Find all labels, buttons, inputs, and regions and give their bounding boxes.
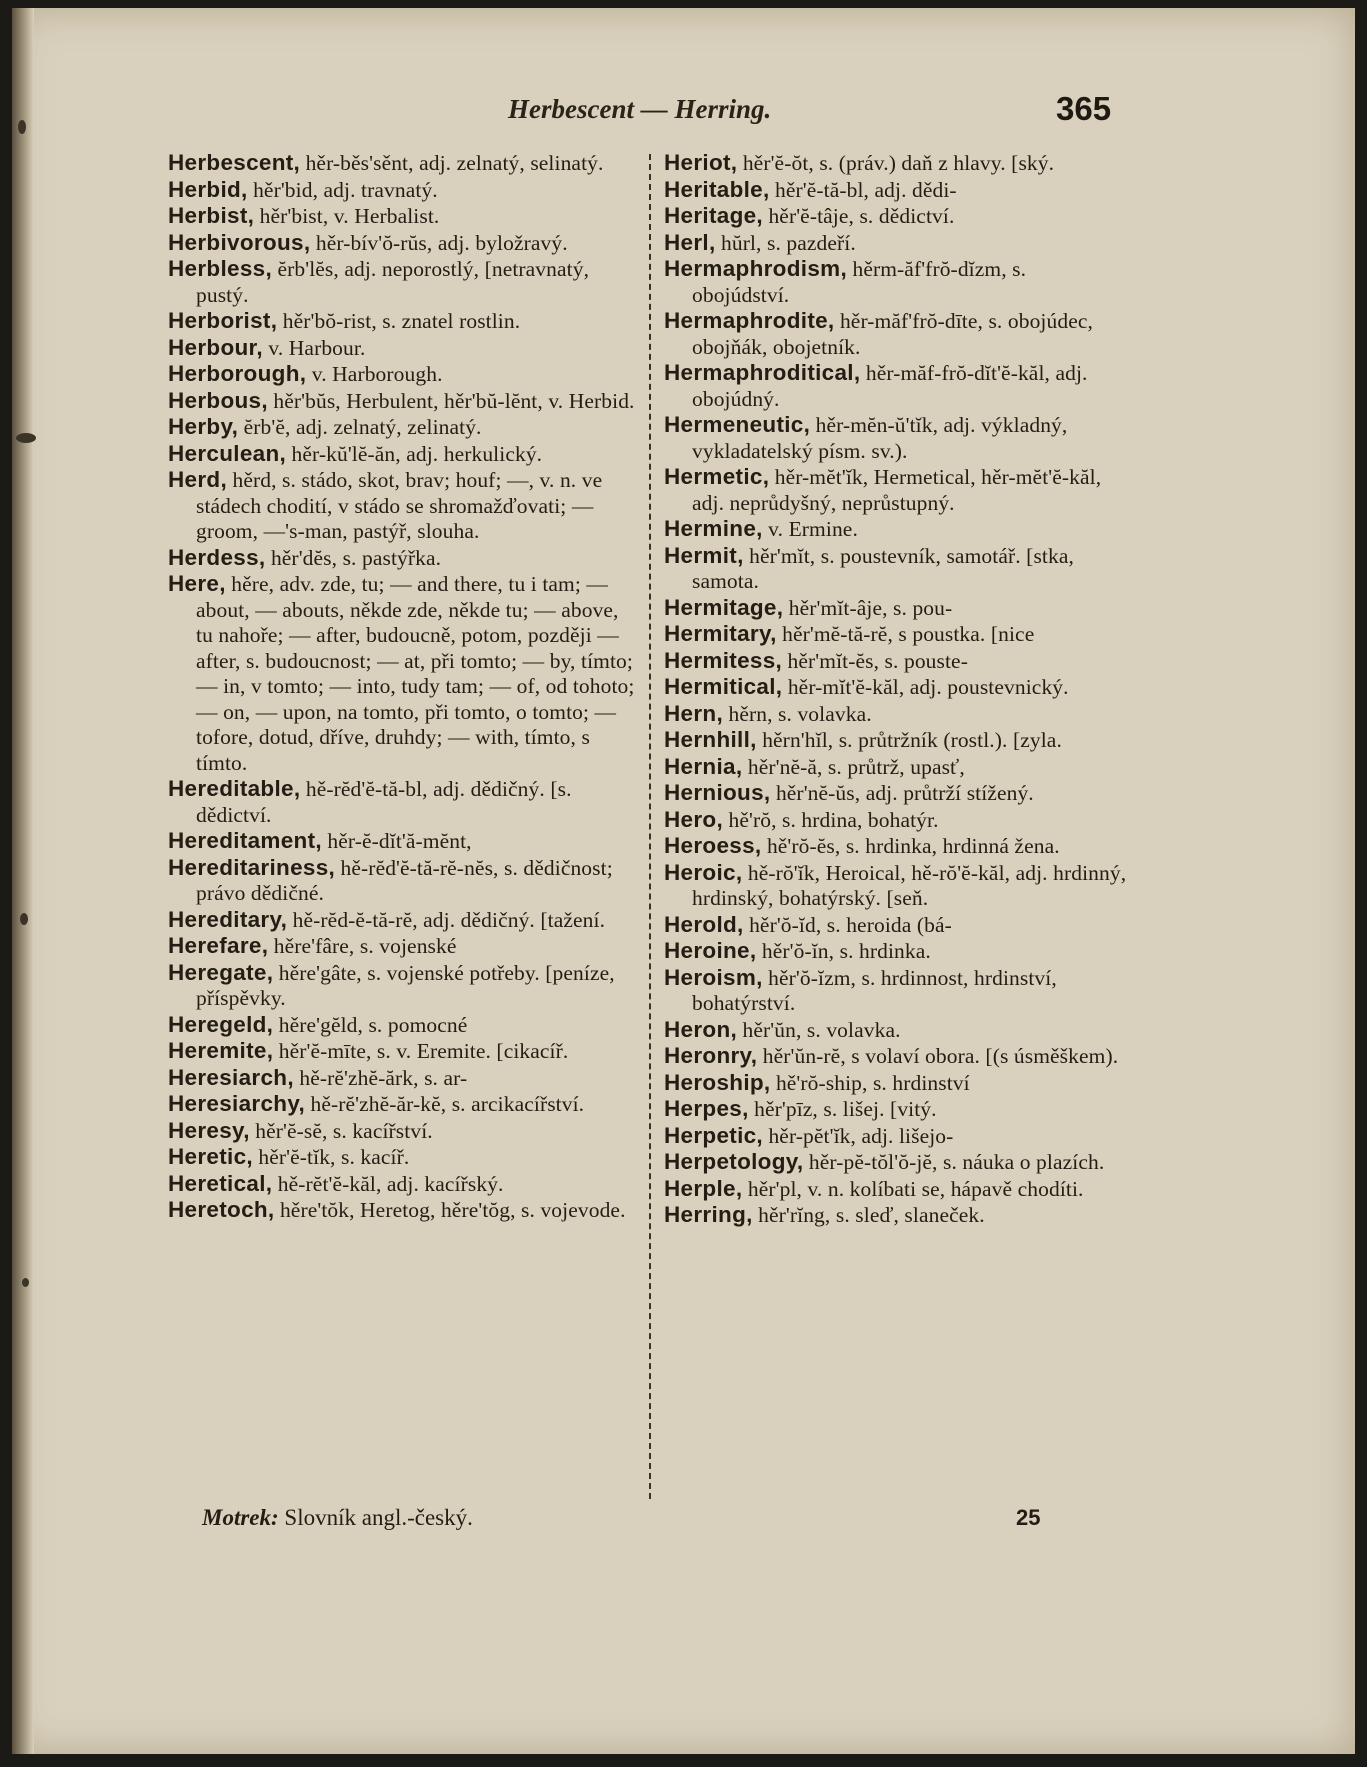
entry-definition: hěr'rĭng, s. sleď, slaneček. — [752, 1203, 985, 1227]
entry-headword: Hermaphrodite, — [664, 308, 835, 333]
dictionary-entry — [664, 1096, 1128, 1123]
entry-definition: hě'rŏ, s. hrdina, bohatýr. — [723, 807, 939, 832]
dictionary-entry — [664, 860, 1128, 912]
dictionary-entry — [168, 855, 638, 907]
dictionary-entry — [168, 414, 638, 441]
dictionary-entry — [664, 1176, 1128, 1203]
right-column — [664, 150, 1128, 1229]
dictionary-entry — [168, 1091, 638, 1118]
entry-headword: Heremite, — [168, 1038, 274, 1063]
entry-headword: Heriot, — [664, 150, 738, 175]
dictionary-entry — [168, 1038, 638, 1065]
entry-definition: hěr'nĕ-ă, s. průtrž, upasť, — [742, 754, 965, 779]
entry-definition: hěr-măf'frŏ-dīte, s. obojúdec, obojňák, obojetník. — [692, 309, 1093, 359]
entry-headword: Hermit, — [664, 542, 744, 568]
entry-headword: Heretic, — [168, 1144, 253, 1169]
margin-speck — [18, 120, 26, 134]
dictionary-entry — [664, 833, 1128, 860]
entry-headword: Herborough, — [168, 361, 307, 386]
entry-headword: Hermitess, — [664, 647, 783, 673]
entry-headword: Hermitical, — [664, 674, 783, 699]
entry-headword: Heresiarchy, — [168, 1091, 306, 1116]
dictionary-entry — [664, 621, 1128, 648]
dictionary-entry — [168, 1197, 638, 1224]
entry-definition: hěr-mĭt'ĕ-kăl, adj. poustevnický. — [782, 675, 1069, 699]
footer-sheet-number: 25 — [1016, 1505, 1041, 1530]
margin-speck — [20, 913, 28, 925]
entry-definition: hěr'pīz, s. lišej. [vitý. — [748, 1097, 937, 1121]
dictionary-entry — [168, 571, 638, 776]
entry-definition: hěr'bŏ-rist, s. znatel rostlin. — [277, 309, 521, 333]
entry-definition: hěr'mĭt, s. poustevník, samotář. [stka, samota. — [692, 543, 1074, 593]
dictionary-entry — [168, 230, 638, 257]
entry-headword: Heretical, — [168, 1170, 273, 1196]
dictionary-entry — [168, 1065, 638, 1092]
entry-definition: hěr-pĕ-tŏl'ŏ-jĕ, s. náuka o plazích. — [803, 1150, 1105, 1174]
entry-definition: hěr'ĕ-mīte, s. v. Eremite. [cikacíř. — [273, 1039, 569, 1063]
dictionary-entry — [664, 807, 1128, 834]
entry-headword: Hereditary, — [168, 906, 288, 932]
dictionary-entry — [168, 150, 638, 177]
entry-definition: hěr'bid, adj. travnatý. — [247, 177, 438, 202]
entry-definition: hěr'ŏ-ĭd, s. heroida (bá- — [743, 912, 952, 937]
dictionary-entry — [168, 203, 638, 230]
entry-definition: hěr'dĕs, s. pastýřka. — [265, 545, 442, 570]
entry-definition: hěr-mĕn-ŭ'tĭk, adj. výkladný, vykladatelský písm. sv.). — [692, 413, 1068, 463]
entry-definition: hě-rĕ'zhĕ-ărk, s. ar- — [293, 1065, 468, 1090]
dictionary-entry — [664, 727, 1128, 754]
dictionary-entry — [168, 907, 638, 934]
entry-headword: Herbour, — [168, 334, 263, 360]
entry-definition: hěrd, s. stádo, skot, brav; houf; —, v. n. ve stádech chodití, v stádo se shromažďovati; — groom, —'s-man, pastýř, slouha. — [196, 468, 603, 543]
entry-headword: Herborist, — [168, 308, 278, 333]
dictionary-entry — [664, 754, 1128, 781]
dictionary-entry — [664, 648, 1128, 675]
entry-headword: Herby, — [168, 414, 239, 439]
entry-headword: Herbist, — [168, 203, 255, 228]
book-spine-shadow — [12, 8, 34, 1754]
footer-author: Motrek: — [202, 1505, 279, 1530]
entry-definition: hě-rĕd'ĕ-tă-bl, adj. dědičný. [s. dědictví. — [196, 777, 572, 827]
entry-headword: Herpetology, — [664, 1149, 804, 1174]
entry-definition: hě-rĕ'zhĕ-ăr-kĕ, s. arcikacířství. — [305, 1092, 585, 1116]
dictionary-entry — [168, 1171, 638, 1198]
entry-definition: hěre, adv. zde, tu; — and there, tu i tam; — about, — abouts, někde zde, někde tu; — above, tu nahoře; — after, budoucně, potom, později — after, s. budoucnost; — at, při tomto; — by, tímto; — in, v tomto; — into, tudy tam; — of, od tohoto; — on, — upon, na tomto, při tomto, o tomto; — tofore, dotud, dříve, druhdy; — with, tímto, s tímto. — [196, 572, 635, 775]
entry-headword: Heregeld, — [168, 1011, 274, 1037]
entry-definition: hěr'mĭt-âje, s. pou- — [783, 595, 953, 620]
entry-headword: Hernia, — [664, 753, 743, 779]
entry-definition: hěr'mĭt-ĕs, s. pouste- — [782, 648, 968, 673]
entry-definition: hě-rĕd'ĕ-tă-rĕ-nĕs, s. dědičnost; právo dědičné. — [196, 855, 613, 905]
entry-headword: Herculean, — [168, 440, 287, 466]
dictionary-entry — [168, 828, 638, 855]
dictionary-entry — [664, 701, 1128, 728]
dictionary-entry — [168, 776, 638, 828]
entry-headword: Herefare, — [168, 933, 269, 958]
entry-headword: Herring, — [664, 1202, 753, 1227]
entry-definition: hěr'mĕ-tă-rĕ, s poustka. [nice — [776, 622, 1035, 646]
entry-headword: Herbescent, — [168, 150, 301, 175]
entry-definition: hěr'ŏ-ĭn, s. hrdinka. — [756, 939, 931, 963]
dictionary-entry — [168, 308, 638, 335]
entry-headword: Heroess, — [664, 833, 762, 858]
entry-headword: Herl, — [664, 229, 716, 255]
entry-definition: hěr'ĕ-tă-bl, adj. dědi- — [769, 177, 957, 202]
entry-headword: Hermaphroditical, — [664, 360, 861, 385]
entry-definition: hě-rŏ'ĭk, Heroical, hě-rŏ'ĕ-kăl, adj. hrdinný, hrdinský, bohatýrský. [seň. — [692, 860, 1127, 910]
entry-definition: ĕrb'lĕs, adj. neporostlý, [netravnatý, pustý. — [196, 257, 590, 307]
entry-headword: Hermitary, — [664, 621, 777, 646]
dictionary-entry — [664, 177, 1128, 204]
footer-title: Slovník angl.-český. — [284, 1505, 473, 1530]
entry-headword: Heron, — [664, 1016, 738, 1042]
dictionary-entry — [664, 912, 1128, 939]
dictionary-entry — [664, 464, 1128, 516]
entry-definition: hěr-běs'sěnt, adj. zelnatý, selinatý. — [300, 151, 604, 175]
dictionary-entry — [664, 360, 1128, 412]
entry-headword: Heresiarch, — [168, 1064, 294, 1090]
dictionary-page — [12, 8, 1355, 1754]
dictionary-entry — [168, 361, 638, 388]
entry-headword: Herbid, — [168, 176, 248, 202]
dictionary-entry — [168, 1012, 638, 1039]
entry-headword: Hermeneutic, — [664, 412, 811, 437]
entry-definition: hěr'nĕ-ŭs, adj. průtrží stížený. — [770, 781, 1034, 805]
dictionary-entry — [664, 308, 1128, 360]
entry-definition: hěre'tŏk, Heretog, hěre'tŏg, s. vojevode. — [274, 1198, 626, 1222]
entry-headword: Hermetic, — [664, 464, 770, 489]
dictionary-entry — [168, 388, 638, 415]
dictionary-entry — [664, 1043, 1128, 1070]
entry-definition: hě'rŏ-ĕs, s. hrdinka, hrdinná žena. — [761, 834, 1060, 858]
entry-headword: Heroine, — [664, 938, 757, 963]
dictionary-entry — [664, 256, 1128, 308]
dictionary-entry — [168, 335, 638, 362]
dictionary-entry — [664, 203, 1128, 230]
entry-headword: Heroism, — [664, 964, 763, 990]
entry-definition: hěr'ŭn-rĕ, s volaví obora. [(s úsměškem). — [757, 1044, 1119, 1068]
entry-headword: Herold, — [664, 911, 744, 937]
footer-signature — [202, 1505, 473, 1531]
dictionary-entry — [664, 1123, 1128, 1150]
dictionary-entry — [664, 1202, 1128, 1229]
dictionary-entry — [664, 230, 1128, 257]
page-number: 365 — [1056, 90, 1112, 127]
margin-speck — [22, 1278, 29, 1287]
dictionary-entry — [168, 933, 638, 960]
running-header: Herbescent — Herring. — [508, 94, 772, 124]
dictionary-entry — [664, 938, 1128, 965]
entry-definition: v. Ermine. — [762, 517, 858, 541]
entry-definition: hěrn, s. volavka. — [723, 701, 872, 726]
entry-headword: Hermaphrodism, — [664, 256, 847, 281]
entry-definition: ĕrb'ĕ, adj. zelnatý, zelinatý. — [238, 415, 482, 439]
dictionary-entry — [664, 543, 1128, 595]
entry-headword: Herbivorous, — [168, 229, 311, 255]
entry-definition: hěr-măf-frŏ-dĭt'ĕ-kăl, adj. obojúdný. — [692, 361, 1088, 411]
entry-headword: Herple, — [664, 1175, 743, 1201]
entry-headword: Herpetic, — [664, 1122, 763, 1148]
entry-definition: hě-rĕd-ĕ-tă-rĕ, adj. dědičný. [tažení. — [287, 907, 606, 932]
entry-definition: hěr'ĕ-sĕ, s. kacířství. — [249, 1118, 433, 1143]
entry-definition: hěr'ĕ-tĭk, s. kacíř. — [252, 1145, 410, 1169]
entry-definition: hěr-mĕt'ĭk, Hermetical, hěr-mĕt'ĕ-kăl, adj. neprůdyšný, neprůstupný. — [692, 465, 1102, 515]
dictionary-entry — [664, 780, 1128, 807]
entry-definition: hěre'fâre, s. vojenské — [268, 934, 457, 958]
entry-definition: v. Harbour. — [262, 335, 366, 360]
entry-definition: hěr'bist, v. Herbalist. — [254, 204, 440, 228]
entry-headword: Herpes, — [664, 1096, 749, 1121]
dictionary-entry — [664, 674, 1128, 701]
entry-headword: Heregate, — [168, 959, 274, 985]
entry-definition: hŭrl, s. pazdeří. — [715, 230, 856, 255]
entry-definition: hěr'pl, v. n. kolíbati se, hápavě chodíti. — [742, 1176, 1084, 1201]
entry-headword: Hernhill, — [664, 727, 757, 752]
entry-headword: Hernious, — [664, 780, 771, 805]
entry-headword: Heroic, — [664, 859, 743, 885]
dictionary-entry — [168, 256, 638, 308]
entry-headword: Herdess, — [168, 544, 266, 570]
entry-headword: Hern, — [664, 700, 724, 726]
left-column — [168, 150, 638, 1224]
dictionary-entry — [664, 1017, 1128, 1044]
dictionary-entry — [664, 150, 1128, 177]
entry-definition: hěr'ŏ-ĭzm, s. hrdinnost, hrdinství, bohatýrství. — [692, 965, 1057, 1015]
entry-definition: hě-rĕt'ĕ-kăl, adj. kacířský. — [272, 1171, 504, 1196]
dictionary-entry — [168, 960, 638, 1012]
entry-headword: Herbless, — [168, 256, 273, 281]
entry-headword: Here, — [168, 571, 226, 596]
dictionary-entry — [168, 177, 638, 204]
entry-definition: hěr'ĕ-tâje, s. dědictví. — [762, 204, 955, 228]
dictionary-entry — [664, 595, 1128, 622]
dictionary-entry — [168, 467, 638, 545]
entry-headword: Hereditariness, — [168, 854, 336, 880]
entry-definition: hěr-kŭ'lĕ-ăn, adj. herkulický. — [286, 441, 543, 466]
entry-definition: hěre'gâte, s. vojenské potřeby. [peníze, příspěvky. — [196, 960, 615, 1010]
entry-definition: hě'rŏ-ship, s. hrdinství — [770, 1070, 970, 1095]
entry-headword: Hereditable, — [168, 776, 301, 801]
entry-headword: Heritage, — [664, 203, 763, 228]
dictionary-entry — [168, 441, 638, 468]
entry-definition: hěr-bív'ŏ-rŭs, adj. byložravý. — [310, 230, 568, 255]
entry-definition: hěr-ĕ-dĭt'ă-mĕnt, — [321, 829, 472, 853]
dictionary-entry — [664, 412, 1128, 464]
entry-definition: hěr'ĕ-ŏt, s. (práv.) daň z hlavy. [ský. — [737, 151, 1055, 175]
entry-definition: hěrn'hĭl, s. průtržník (rostl.). [zyla. — [756, 728, 1062, 752]
dictionary-entry — [168, 1144, 638, 1171]
entry-headword: Heronry, — [664, 1043, 758, 1068]
entry-definition: hěr-pĕt'ĭk, adj. lišejo- — [762, 1123, 954, 1148]
entry-definition: hěrm-ăf'frŏ-dĭzm, s. obojúdství. — [692, 257, 1027, 307]
entry-headword: Heroship, — [664, 1069, 771, 1095]
entry-definition: hěr'bŭs, Herbulent, hěr'bŭ-lĕnt, v. Herbid. — [267, 388, 635, 413]
margin-speck — [16, 433, 36, 443]
dictionary-entry — [168, 545, 638, 572]
entry-headword: Hereditament, — [168, 828, 322, 853]
dictionary-entry — [664, 1070, 1128, 1097]
entry-definition: hěre'gĕld, s. pomocné — [273, 1012, 468, 1037]
entry-headword: Herd, — [168, 467, 228, 492]
entry-headword: Heresy, — [168, 1117, 250, 1143]
entry-definition: v. Harborough. — [306, 362, 443, 386]
dictionary-entry — [168, 1118, 638, 1145]
entry-headword: Hermitage, — [664, 594, 784, 620]
dictionary-entry — [664, 1149, 1128, 1176]
entry-headword: Hermine, — [664, 516, 763, 541]
entry-definition: hěr'ŭn, s. volavka. — [737, 1017, 901, 1042]
entry-headword: Heritable, — [664, 176, 770, 202]
dictionary-entry — [664, 965, 1128, 1017]
entry-headword: Heretoch, — [168, 1197, 275, 1222]
entry-headword: Hero, — [664, 806, 724, 832]
entry-headword: Herbous, — [168, 387, 268, 413]
dictionary-entry — [664, 516, 1128, 543]
column-divider — [649, 154, 651, 1499]
